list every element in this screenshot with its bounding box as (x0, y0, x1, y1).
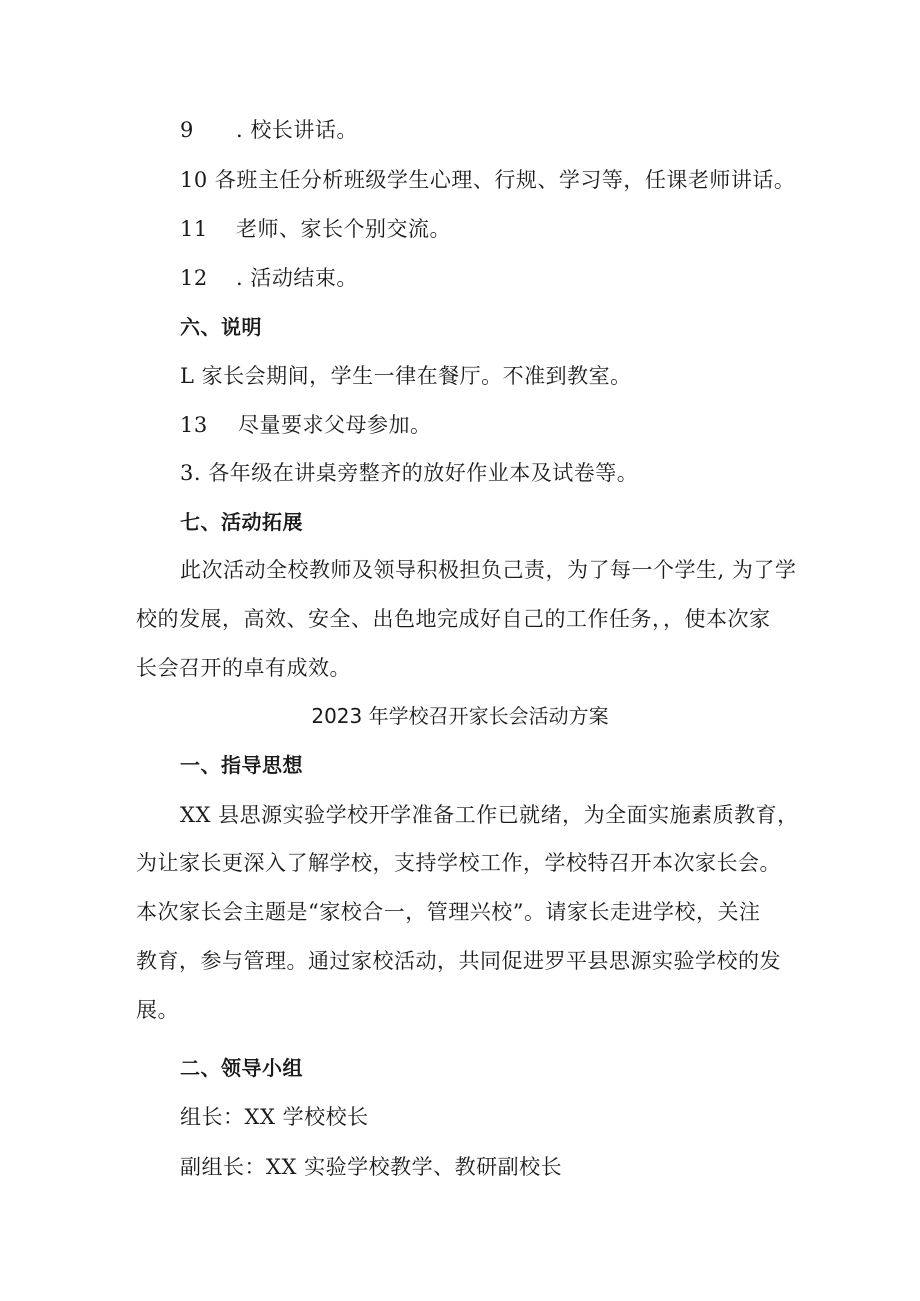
agenda-item (180, 166, 844, 194)
note-item (180, 411, 844, 439)
paragraph-line: 展。 (136, 998, 179, 1022)
agenda-item-number: 12 (180, 266, 208, 290)
note-item: L 家长会期间，学生一律在餐厅。不准到教室。 (180, 364, 632, 388)
agenda-item-text: . 活动结束。 (236, 266, 358, 290)
paragraph-line: 校的发展，高效、安全、出色地完成好自己的工作任务，，使本次家 (136, 607, 771, 631)
section-heading: 六、说明 (180, 315, 262, 339)
agenda-item (180, 215, 844, 243)
document-title: 2023 年学校召开家长会活动方案 (311, 704, 609, 728)
paragraph-line: 此次活动全校教师及领导积极担负己责，为了每一个学生, 为了学 (180, 558, 797, 582)
section-heading: 二、领导小组 (180, 1056, 303, 1080)
agenda-item-text: 老师、家长个别交流。 (236, 217, 451, 241)
note-item-number: 13 (180, 413, 208, 437)
agenda-item-number: 11 (180, 217, 208, 241)
agenda-item-number: 9 (180, 118, 194, 142)
agenda-item-text: . 校长讲话。 (236, 118, 358, 142)
section-heading: 一、指导思想 (180, 753, 303, 777)
note-item: 3. 各年级在讲桌旁整齐的放好作业本及试卷等。 (180, 461, 639, 485)
agenda-item-text: 各班主任分析班级学生心理、行规、学习等，任课老师讲话。 (214, 168, 796, 192)
section-heading: 七、活动拓展 (180, 510, 303, 534)
leader-line: 副组长：XX 实验学校教学、教研副校长 (180, 1155, 563, 1179)
paragraph-line: 本次家长会主题是“家校合一，管理兴校”。请家长走进学校，关注 (136, 900, 761, 924)
paragraph-line: 为让家长更深入了解学校，支持学校工作，学校特召开本次家长会。 (136, 851, 781, 875)
paragraph-line: 教育，参与管理。通过家校活动，共同促进罗平县思源实验学校的发 (136, 949, 781, 973)
paragraph-line: 长会召开的卓有成效。 (136, 656, 351, 680)
agenda-item-number: 10 (180, 168, 208, 192)
note-item-text: 尽量要求父母参加。 (238, 413, 432, 437)
agenda-item (180, 264, 844, 292)
leader-line: 组长：XX 学校校长 (180, 1105, 369, 1129)
paragraph-line: XX 县思源实验学校开学准备工作已就绪，为全面实施素质教育， (180, 803, 799, 827)
agenda-item (180, 116, 844, 144)
